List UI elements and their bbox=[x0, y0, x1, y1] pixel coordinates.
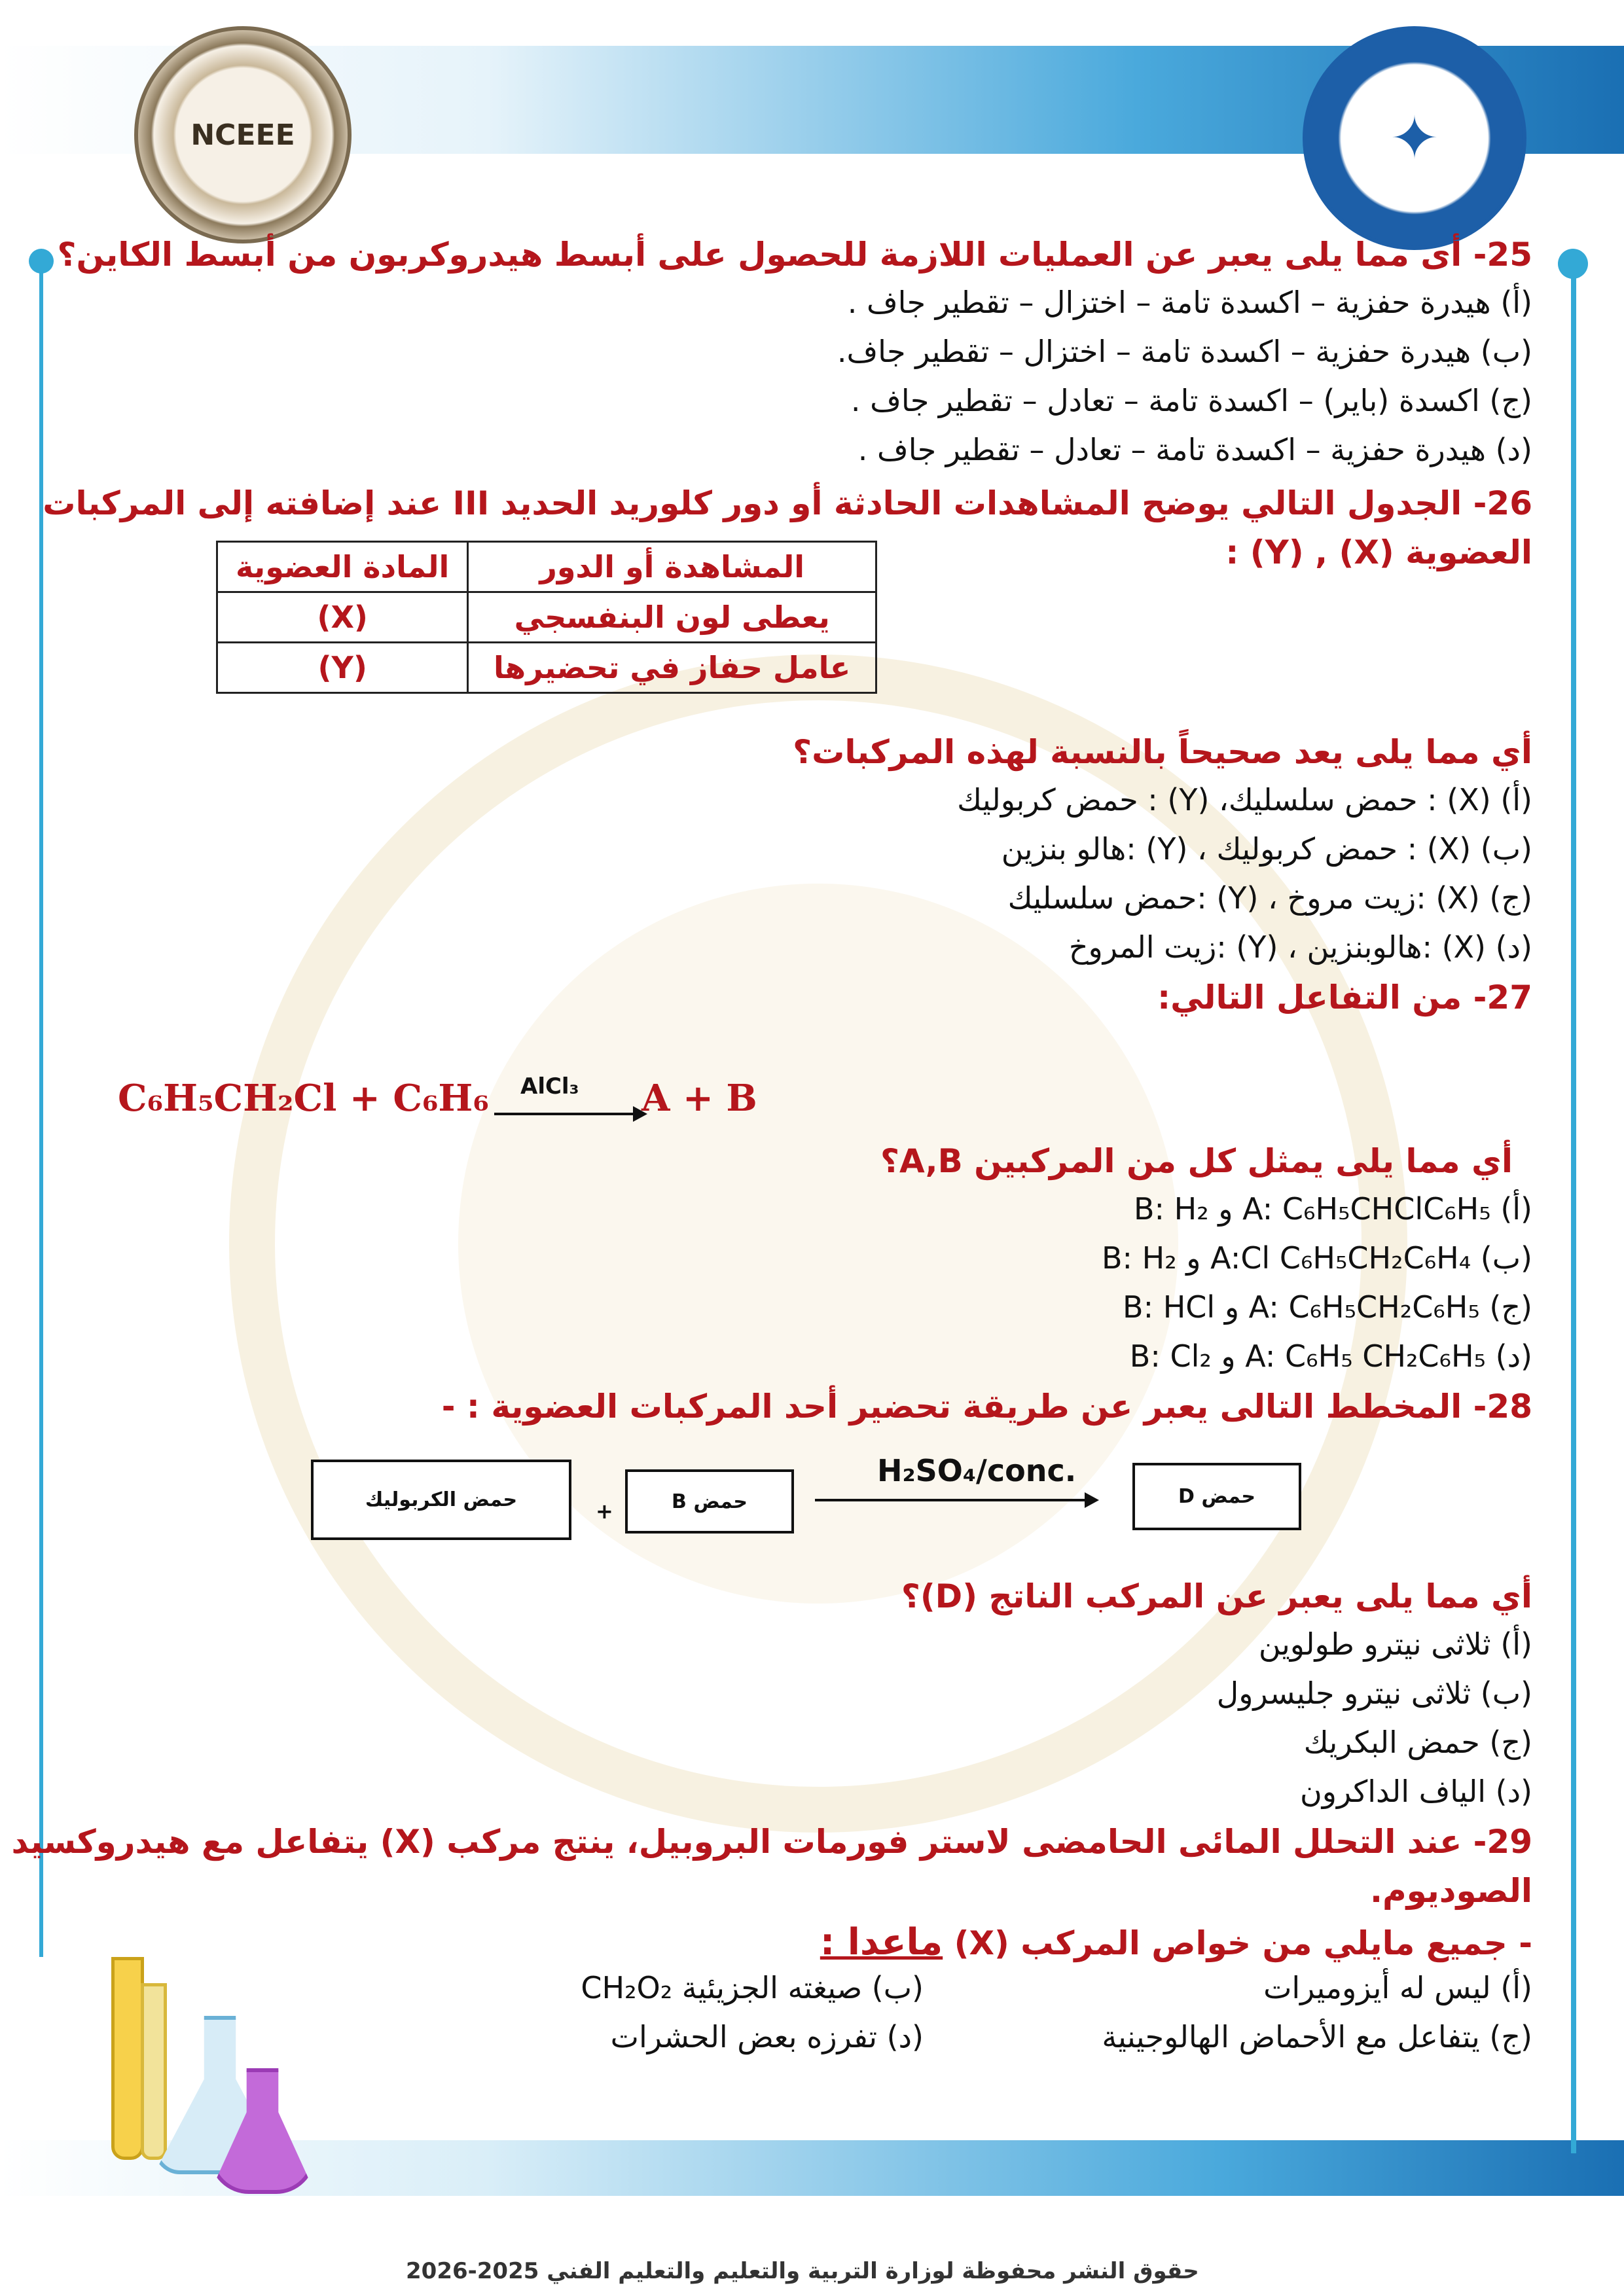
q29-prompt-start: - جميع مايلي من خواص المركب (X) bbox=[954, 1924, 1532, 1962]
reactant-benzene: C₆H₆ bbox=[393, 1077, 489, 1120]
scheme-arrow bbox=[815, 1499, 1096, 1501]
scheme-condition: H₂SO₄/conc. bbox=[877, 1453, 1077, 1488]
q26-option-b: (ب) (X) : حمض كربوليك ، (Y) :هالو بنزين bbox=[1001, 831, 1532, 867]
right-guide-line bbox=[1571, 255, 1576, 2153]
q27-prompt: أي مما يلى يمثل كل من المركبين A,B؟ bbox=[880, 1142, 1513, 1180]
q27-catalyst: AlCl₃ bbox=[520, 1073, 579, 1100]
q29-option-b: (ب) صيغته الجزيئية CH₂O₂ bbox=[581, 1970, 924, 2005]
q25-option-d: (د) هيدرة حفزية – اكسدة تامة – تعادل – تقطير جاف . bbox=[857, 432, 1532, 467]
reactant-benzyl-chloride: C₆H₅CH₂Cl bbox=[118, 1077, 337, 1120]
test-tube-icon bbox=[111, 1957, 144, 2160]
table-cell-compound: (Y) bbox=[217, 643, 468, 693]
q27-option-a: (أ) A: C₆H₅CHClC₆H₅ و B: H₂ bbox=[1133, 1191, 1532, 1227]
table-row bbox=[217, 592, 876, 643]
right-guide-dot bbox=[1558, 249, 1588, 279]
q27-option-b: (ب) A:Cl C₆H₅CH₂C₆H₄ و B: H₂ bbox=[1101, 1240, 1532, 1276]
q29-question-line1: 29- عند التحلل المائى الحامضى لاستر فورمات البروبيل، ينتج مركب (X) يتفاعل مع هيدروكسيد bbox=[11, 1823, 1532, 1861]
q26-option-d: (د) (X) :هالوبنزين ، (Y) :زيت المروخ bbox=[1068, 929, 1532, 965]
q29-prompt bbox=[820, 1921, 1532, 1964]
scheme-plus: + bbox=[596, 1499, 613, 1524]
q28-prompt: أي مما يلى يعبر عن المركب الناتج (D)؟ bbox=[901, 1577, 1532, 1615]
q28-option-c: (ج) حمض البكريك bbox=[1303, 1725, 1532, 1760]
q29-option-a: (أ) ليس له أيزوميرات bbox=[1263, 1970, 1532, 2005]
reaction-arrow bbox=[494, 1113, 645, 1115]
q27-option-d: (د) A: C₆H₅ CH₂C₆H₅ و B: Cl₂ bbox=[1129, 1338, 1532, 1374]
reaction-plus: + bbox=[349, 1077, 380, 1120]
table-header-row bbox=[217, 542, 876, 592]
q29-prompt-except: ماعدا : bbox=[820, 1921, 943, 1964]
q27-products: A + B bbox=[641, 1077, 757, 1120]
q26-option-a: (أ) (X) : حمض سلسليك، (Y) : حمض كربوليك bbox=[957, 782, 1532, 817]
scheme-box-acid-b: حمض B bbox=[625, 1469, 794, 1534]
q25-question: 25- أى مما يلى يعبر عن العمليات اللازمة للحصول على أبسط هيدروكربون من أبسط الكاين؟ bbox=[57, 236, 1532, 274]
table-row bbox=[217, 643, 876, 693]
q25-option-c: (ج) اكسدة (باير) – اكسدة تامة – تعادل – تقطير جاف . bbox=[850, 383, 1532, 418]
q28-question: 28- المخطط التالى يعبر عن طريقة تحضير أحد المركبات العضوية : - bbox=[441, 1388, 1532, 1426]
nceee-logo-text: NCEEE bbox=[190, 118, 295, 152]
q28-option-d: (د) الياف الداكرون bbox=[1300, 1774, 1532, 1809]
q25-option-a: (أ) هيدرة حفزية – اكسدة تامة – اختزال – تقطير جاف . bbox=[847, 285, 1532, 320]
scheme-box-acid-d: حمض D bbox=[1132, 1463, 1301, 1530]
q28-option-a: (أ) ثلاثى نيترو طولوين bbox=[1258, 1626, 1532, 1662]
q26-question-line1: 26- الجدول التالي يوضح المشاهدات الحادثة أو دور كلوريد الحديد III عند إضافته إلى المركبات bbox=[43, 484, 1532, 522]
q29-option-c: (ج) يتفاعل مع الأحماض الهالوجينية bbox=[1102, 2019, 1532, 2054]
left-guide-dot bbox=[29, 249, 54, 274]
table-cell-observation: يعطى لون البنفسجي bbox=[468, 592, 876, 643]
test-tube-icon bbox=[141, 1983, 167, 2160]
q26-table bbox=[216, 541, 877, 694]
q27-option-c: (ج) A: C₆H₅CH₂C₆H₅ و B: HCl bbox=[1123, 1289, 1532, 1325]
table-cell-observation: عامل حفاز في تحضيرها bbox=[468, 643, 876, 693]
ministry-logo bbox=[1303, 26, 1526, 250]
q27-reactants bbox=[118, 1077, 489, 1120]
q26-question-line2: العضوية (X) , (Y) : bbox=[1225, 533, 1532, 571]
copyright-footer: حقوق النشر محفوظة لوزارة التربية والتعليم والتعليم الفني 2025-2026 bbox=[406, 2258, 1199, 2284]
q26-prompt: أي مما يلى يعد صحيحاً بالنسبة لهذه المركبات؟ bbox=[793, 733, 1532, 771]
q25-option-b: (ب) هيدرة حفزية – اكسدة تامة – اختزال – تقطير جاف. bbox=[837, 334, 1532, 369]
q29-question-line2: الصوديوم. bbox=[1370, 1872, 1532, 1910]
q29-option-d: (د) تفرزه بعض الحشرات bbox=[610, 2019, 924, 2054]
table-header-compound: المادة العضوية bbox=[217, 542, 468, 592]
ministry-eagle-icon: ✦ bbox=[1390, 103, 1439, 173]
table-header-observation: المشاهدة أو الدور bbox=[468, 542, 876, 592]
scheme-box-carbolic-acid: حمض الكربوليك bbox=[311, 1460, 571, 1540]
table-cell-compound: (X) bbox=[217, 592, 468, 643]
q26-option-c: (ج) (X) :زيت مروخ ، (Y) :حمض سلسليك bbox=[1007, 880, 1532, 916]
q28-option-b: (ب) ثلاثى نيترو جليسرول bbox=[1216, 1676, 1532, 1711]
q27-question: 27- من التفاعل التالي: bbox=[1157, 978, 1532, 1016]
nceee-logo bbox=[134, 26, 352, 243]
